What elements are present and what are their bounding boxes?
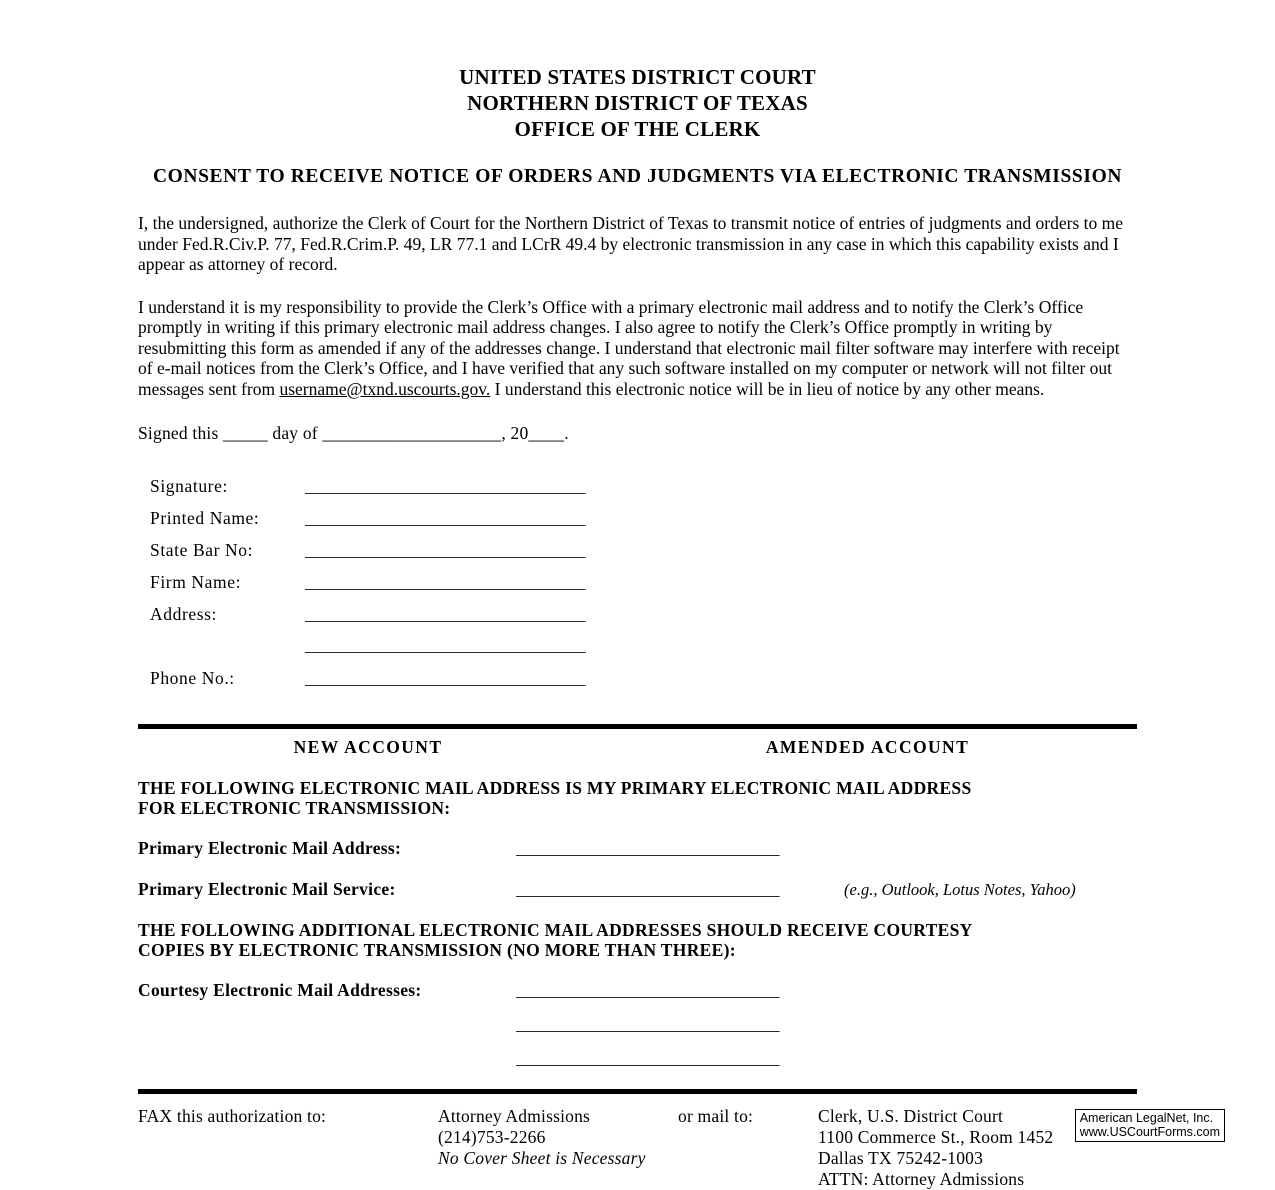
divider-above-accounts — [138, 724, 1137, 729]
field-input-state-bar-no[interactable]: _________________________________ — [305, 541, 586, 560]
field-input-phone-no[interactable]: _________________________________ — [305, 669, 586, 688]
field-label-printed-name: Printed Name: — [150, 508, 260, 528]
mailing-address-line-1: Clerk, U.S. District Court — [818, 1106, 1004, 1126]
fax-cover-sheet-note: No Cover Sheet is Necessary — [438, 1148, 646, 1168]
courtesy-email-heading — [138, 920, 1137, 960]
document-title-line-2: JUDGMENTS VIA ELECTRONIC TRANSMISSION — [647, 166, 1123, 187]
document-title — [0, 164, 1275, 189]
field-input-firm-name[interactable]: _________________________________ — [305, 573, 586, 592]
primary-email-heading-line-2: FOR ELECTRONIC TRANSMISSION: — [138, 798, 451, 818]
legalnet-stamp-line-2: www.USCourtForms.com — [1079, 1125, 1220, 1139]
field-row — [150, 604, 1275, 636]
court-heading-line-3: OFFICE OF THE CLERK — [514, 117, 761, 141]
footer-fax-label-column — [138, 1106, 438, 1190]
field-label-firm-name: Firm Name: — [150, 572, 242, 592]
primary-email-service-row — [138, 879, 1137, 900]
legalnet-stamp — [1075, 1109, 1225, 1142]
courtesy-email-label: Courtesy Electronic Mail Addresses: — [138, 980, 422, 1000]
sample-email-link[interactable]: username@txnd.uscourts.gov. — [279, 378, 491, 399]
field-row — [150, 636, 1275, 668]
fax-number: (214)753-2266 — [438, 1127, 546, 1147]
courtesy-email-heading-line-2: COPIES BY ELECTRONIC TRANSMISSION (NO MORE THAN THREE): — [138, 940, 736, 960]
courtesy-email-extra-lines — [138, 1015, 1137, 1069]
account-type-row — [138, 737, 1137, 758]
fax-instruction-label: FAX this authorization to: — [138, 1106, 327, 1126]
or-mail-to-label: or mail to: — [678, 1106, 754, 1126]
field-row — [150, 572, 1275, 604]
primary-email-service-label: Primary Electronic Mail Service: — [138, 879, 396, 899]
field-row — [150, 508, 1275, 540]
paragraph-responsibility-part-2: I understand this electronic notice will be in lieu of notice by any other means. — [490, 378, 1045, 399]
court-heading — [0, 64, 1275, 142]
footer-fax-details-column — [438, 1106, 678, 1190]
mailing-address-line-3: Dallas TX 75242-1003 — [818, 1148, 984, 1168]
body-text — [138, 213, 1137, 444]
mailing-address-line-4: ATTN: Attorney Admissions — [818, 1169, 1025, 1189]
primary-email-service-input[interactable]: _______________________________ — [516, 880, 780, 899]
new-account-option[interactable]: NEW ACCOUNT — [293, 737, 443, 757]
field-row — [150, 668, 1275, 700]
primary-email-heading — [138, 778, 1137, 818]
divider-above-footer — [138, 1089, 1137, 1094]
field-row — [150, 476, 1275, 508]
courtesy-email-input-3[interactable]: _______________________________ — [516, 1049, 780, 1068]
primary-email-address-row — [138, 838, 1137, 859]
courtesy-email-heading-line-1: THE FOLLOWING ADDITIONAL ELECTRONIC MAIL ADDRESSES SHOULD RECEIVE COURTESY — [138, 920, 973, 940]
paragraph-responsibility — [138, 297, 1137, 400]
field-label-address: Address: — [150, 604, 218, 624]
field-input-printed-name[interactable]: _________________________________ — [305, 509, 586, 528]
mailing-address-line-2: 1100 Commerce St., Room 1452 — [818, 1127, 1054, 1147]
primary-email-service-hint: (e.g., Outlook, Lotus Notes, Yahoo) — [844, 880, 1076, 899]
field-input-address-line-1[interactable]: _________________________________ — [305, 605, 586, 624]
courtesy-email-input-1[interactable]: _______________________________ — [516, 981, 780, 1000]
field-input-signature[interactable]: _________________________________ — [305, 477, 586, 496]
court-heading-line-1: UNITED STATES DISTRICT COURT — [459, 65, 816, 89]
field-input-address-line-2[interactable]: _________________________________ — [305, 636, 586, 655]
amended-account-option[interactable]: AMENDED ACCOUNT — [765, 737, 970, 757]
footer-or-mail-column — [678, 1106, 818, 1190]
paragraph-authorization: I, the undersigned, authorize the Clerk of Court for the Northern District of Texas to transmit notice of entries of judgments and orders to me under Fed.R.Civ.P. 77, Fed.R.Crim.P. 49, LR 77.1 and LCrR 49.4 by electronic transmission in any case in which this capability exists and I appear as attorney of record. — [138, 213, 1123, 274]
fax-recipient: Attorney Admissions — [438, 1106, 591, 1126]
primary-email-address-label: Primary Electronic Mail Address: — [138, 838, 402, 858]
field-label-state-bar-no: State Bar No: — [150, 540, 254, 560]
footer-block — [138, 1106, 1137, 1190]
field-label-phone-no: Phone No.: — [150, 668, 235, 688]
court-heading-line-2: NORTHERN DISTRICT OF TEXAS — [467, 91, 808, 115]
courtesy-email-row — [138, 980, 1137, 1001]
signed-date-line[interactable]: Signed this _____ day of ____________________, 20____. — [138, 423, 569, 443]
document-title-line-1: CONSENT TO RECEIVE NOTICE OF ORDERS AND — [152, 166, 642, 187]
courtesy-email-input-2[interactable]: _______________________________ — [516, 1015, 780, 1034]
document-page — [0, 64, 1275, 1189]
primary-email-heading-line-1: THE FOLLOWING ELECTRONIC MAIL ADDRESS IS MY PRIMARY ELECTRONIC MAIL ADDRESS — [138, 778, 972, 798]
legalnet-stamp-line-1: American LegalNet, Inc. — [1079, 1111, 1214, 1125]
field-row — [150, 540, 1275, 572]
primary-email-address-input[interactable]: _______________________________ — [516, 839, 780, 858]
signature-fields — [150, 476, 1275, 700]
paragraph-responsibility-part-1: I understand it is my responsibility to provide the Clerk’s Office with a primary electronic mail address and to notify the Clerk’s Office promptly in writing if this primary electronic mail address changes. I also agree to notify the Clerk’s Office promptly in writing by resubmitting this form as amended if any of the addresses change. I understand that electronic mail filter software may interfere with receipt of e-mail notices from the Clerk’s Office, and I have verified that any such software installed on my computer or network will not filter out messages sent from — [138, 296, 1120, 399]
field-label-signature: Signature: — [150, 476, 228, 496]
